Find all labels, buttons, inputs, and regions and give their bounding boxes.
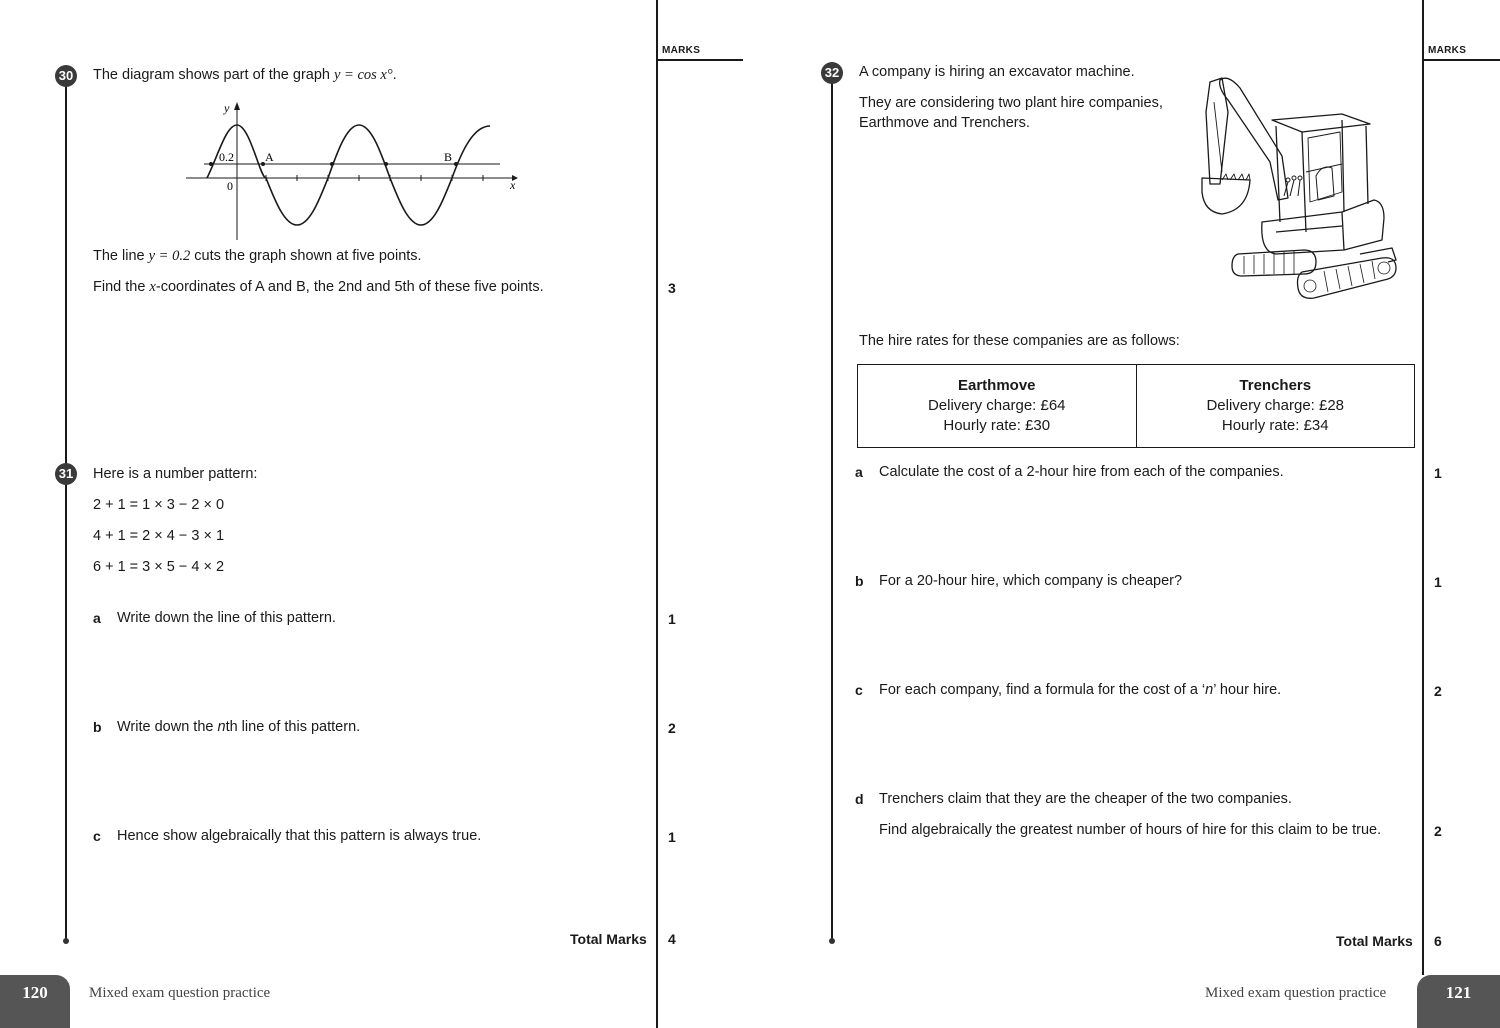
q30-find-instruction: Find the x-coordinates of A and B, the 2nd and 5th of these five points. [93, 279, 544, 295]
q32-intro: A company is hiring an excavator machine. [859, 64, 1135, 80]
left-marks-heading-rule [657, 59, 743, 61]
q32-part-c-label: c [855, 682, 863, 698]
left-marks-column-line [656, 0, 658, 1028]
q31-pattern-line-3: 6 + 1 = 3 × 5 − 4 × 2 [93, 559, 225, 575]
left-footer-title: Mixed exam question practice [89, 985, 271, 1001]
q32-part-d-claim: Trenchers claim that they are the cheaper of the two companies. [879, 791, 1292, 807]
earthmove-delivery-charge: Delivery charge: £64 [927, 397, 1066, 414]
right-question-spine [831, 74, 833, 940]
question-30-number: 30 [55, 65, 77, 87]
earthmove-rates-cell [858, 365, 1137, 448]
hire-rates-table [857, 364, 1415, 448]
graph-y-arrow [234, 102, 240, 110]
q32-part-a-label: a [855, 464, 863, 480]
cosine-graph [180, 98, 525, 246]
left-total-marks-label: Total Marks [570, 931, 647, 947]
earthmove-name: Earthmove [957, 377, 1036, 394]
right-total-marks-label: Total Marks [1336, 933, 1413, 949]
right-footer-title: Mixed exam question practice [1205, 985, 1387, 1001]
q31-part-c-label: c [93, 828, 101, 844]
graph-y-label: y [224, 101, 230, 115]
q31-pattern-line-2: 4 + 1 = 2 × 4 − 3 × 1 [93, 528, 225, 544]
q32-part-d-label: d [855, 791, 864, 807]
trenchers-rates-cell [1136, 365, 1415, 448]
left-page-number: 120 [0, 975, 70, 1028]
q32-part-b-label: b [855, 573, 864, 589]
q32-part-d-mark: 2 [1434, 823, 1442, 839]
q30-mark: 3 [668, 280, 676, 296]
q31-part-c-mark: 1 [668, 829, 676, 845]
question-31-number: 31 [55, 463, 77, 485]
q32-part-d-instruction: Find algebraically the greatest number of hours of hire for this claim to be true. [879, 822, 1382, 838]
earthmove-hourly-rate: Hourly rate: £30 [943, 417, 1051, 434]
q31-intro: Here is a number pattern: [93, 466, 258, 482]
q31-part-c-text: Hence show algebraically that this pattern is always true. [117, 828, 482, 844]
excavator-blade [1360, 248, 1396, 262]
left-question-spine [65, 76, 67, 940]
right-marks-column-line [1422, 0, 1424, 975]
graph-point-b-label: B [444, 150, 453, 164]
excavator-rear-track [1298, 258, 1397, 299]
q31-pattern-line-1: 2 + 1 = 1 × 3 − 2 × 0 [93, 497, 225, 513]
excavator-illustration [1192, 72, 1402, 304]
graph-point-a-label: A [265, 150, 274, 164]
left-marks-heading: MARKS [662, 45, 701, 56]
graph-origin-label: 0 [227, 179, 233, 193]
q31-part-b-text: Write down the nth line of this pattern. [117, 719, 361, 735]
q31-part-a-label: a [93, 610, 101, 626]
q31-part-b-mark: 2 [668, 720, 676, 736]
q32-part-b-mark: 1 [1434, 574, 1442, 590]
right-page-number: 121 [1417, 975, 1500, 1028]
q32-part-a-mark: 1 [1434, 465, 1442, 481]
q32-considering-line-1: They are considering two plant hire companies, [859, 95, 1163, 111]
q32-part-c-text: For each company, find a formula for the cost of a ‘n’ hour hire. [879, 682, 1282, 698]
q31-part-a-text: Write down the line of this pattern. [117, 610, 336, 626]
left-spine-end-dot [63, 938, 69, 944]
excavator-bucket [1202, 178, 1250, 214]
trenchers-hourly-rate: Hourly rate: £34 [1221, 417, 1329, 434]
left-total-marks-value: 4 [668, 931, 676, 947]
trenchers-name: Trenchers [1239, 377, 1312, 394]
q32-part-a-text: Calculate the cost of a 2-hour hire from each of the companies. [879, 464, 1284, 480]
excavator-cab-roof [1272, 114, 1370, 132]
excavator-body [1262, 200, 1384, 254]
q32-considering-line-2: Earthmove and Trenchers. [859, 115, 1030, 131]
q30-intro: The diagram shows part of the graph y = cos x°. [93, 67, 397, 83]
graph-x-label: x [510, 178, 516, 192]
right-total-marks-value: 6 [1434, 933, 1442, 949]
q31-part-b-label: b [93, 719, 102, 735]
q30-line-statement: The line y = 0.2 cuts the graph shown at five points. [93, 248, 422, 264]
right-spine-end-dot [829, 938, 835, 944]
q32-part-b-text: For a 20-hour hire, which company is cheaper? [879, 573, 1183, 589]
q31-part-a-mark: 1 [668, 611, 676, 627]
graph-level-label: 0.2 [219, 150, 234, 164]
graph-cosine-curve [207, 125, 490, 225]
table-row [858, 365, 1415, 448]
question-32-number: 32 [821, 62, 843, 84]
trenchers-delivery-charge: Delivery charge: £28 [1206, 397, 1345, 414]
right-marks-heading: MARKS [1428, 45, 1467, 56]
q32-rates-intro: The hire rates for these companies are as follows: [859, 333, 1180, 349]
right-marks-heading-rule [1423, 59, 1500, 61]
q32-part-c-mark: 2 [1434, 683, 1442, 699]
excavator-cab-frame [1276, 120, 1368, 232]
